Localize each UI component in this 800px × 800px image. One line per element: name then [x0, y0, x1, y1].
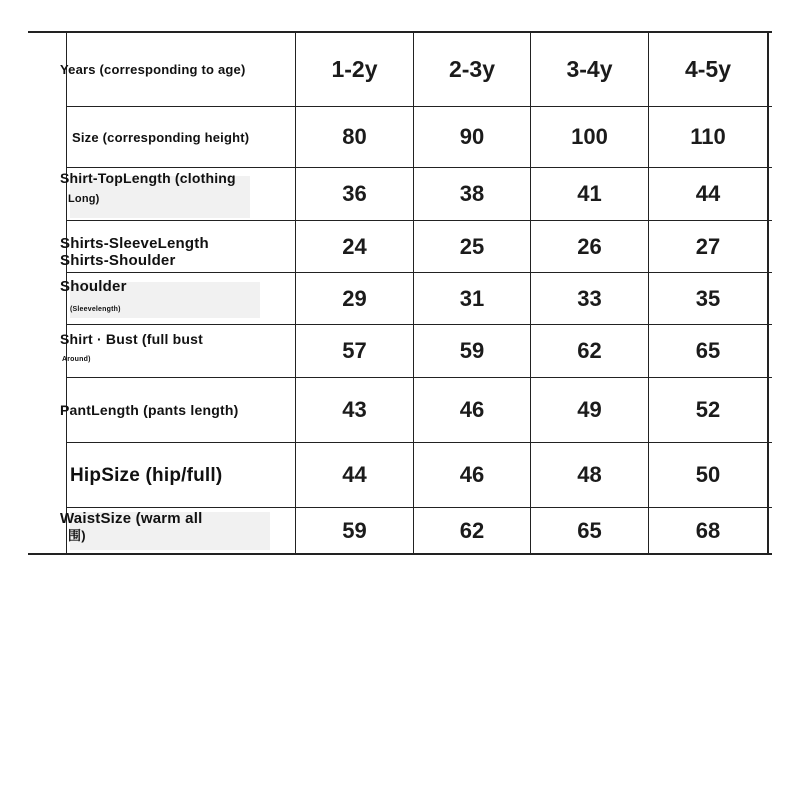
- table-border-right: [767, 31, 769, 555]
- row-label-text: Shirt-TopLength (clothing: [60, 170, 236, 186]
- column-header: 2-3y: [448, 56, 496, 82]
- table-cell: 110: [690, 124, 726, 149]
- table-cell: 43: [342, 397, 367, 422]
- table-cell: 68: [695, 517, 721, 543]
- table-cell: 26: [577, 233, 602, 259]
- row-label-subtext: (Sleevelength): [70, 306, 121, 313]
- table-cell: 38: [459, 181, 485, 206]
- table-cell: 46: [459, 397, 485, 422]
- row-label-text: WaistSize (warm all: [60, 510, 203, 527]
- column-header: 4-5y: [684, 56, 732, 82]
- table-cell: 65: [577, 517, 602, 543]
- row-label-waist-size: [60, 508, 296, 555]
- table-cell: 46: [459, 462, 485, 487]
- table-cell: 62: [577, 338, 602, 363]
- row-label-text: Shirt · Bust (full bust: [60, 331, 204, 347]
- row-label-shoulder: [60, 273, 296, 329]
- row-label-top-length: [60, 168, 296, 222]
- row-label-size: [60, 107, 308, 167]
- table-cell: 80: [342, 124, 367, 149]
- row-label-pant-length: [60, 378, 296, 442]
- table-cell: 36: [342, 181, 367, 206]
- table-cell: 27: [695, 233, 721, 259]
- table-cell: 100: [571, 124, 608, 149]
- header-label-text: Years (corresponding to age): [60, 62, 246, 77]
- table-cell: 59: [342, 517, 367, 543]
- row-label-text: PantLength (pants length): [60, 401, 239, 418]
- row-label-subtext: Long): [68, 193, 100, 205]
- row-label-subtext: Around): [62, 356, 91, 363]
- row-label-text: Size (corresponding height): [72, 129, 250, 145]
- row-label-subtext: Shirts-Shoulder: [60, 252, 176, 269]
- table-cell: 62: [459, 517, 485, 543]
- table-cell: 24: [342, 233, 367, 259]
- row-label-text: HipSize (hip/full): [70, 464, 223, 486]
- row-label-subtext: 围): [68, 528, 86, 543]
- table-cell: 33: [577, 285, 602, 311]
- table-cell: 35: [695, 285, 721, 311]
- row-label-text: Shoulder: [60, 278, 127, 295]
- column-header: 1-2y: [331, 56, 378, 82]
- row-label-hip-size: [60, 443, 306, 507]
- table-cell: 50: [695, 462, 721, 487]
- header-label: [60, 33, 296, 106]
- row-label-bust: [60, 325, 296, 383]
- table-cell: 52: [695, 397, 721, 422]
- table-cell: 31: [459, 285, 485, 311]
- column-header: 3-4y: [566, 56, 613, 82]
- row-label-text: Shirts-SleeveLength: [60, 235, 209, 252]
- table-cell: 41: [577, 181, 602, 206]
- table-cell: 44: [695, 181, 721, 206]
- table-cell: 59: [459, 338, 485, 363]
- table-cell: 29: [342, 285, 367, 311]
- table-cell: 25: [459, 233, 485, 259]
- table-cell: 90: [459, 124, 485, 149]
- table-cell: 57: [342, 338, 367, 363]
- table-cell: 44: [342, 462, 367, 487]
- table-cell: 48: [577, 462, 602, 487]
- table-cell: 65: [695, 338, 721, 363]
- table-cell: 49: [577, 397, 602, 422]
